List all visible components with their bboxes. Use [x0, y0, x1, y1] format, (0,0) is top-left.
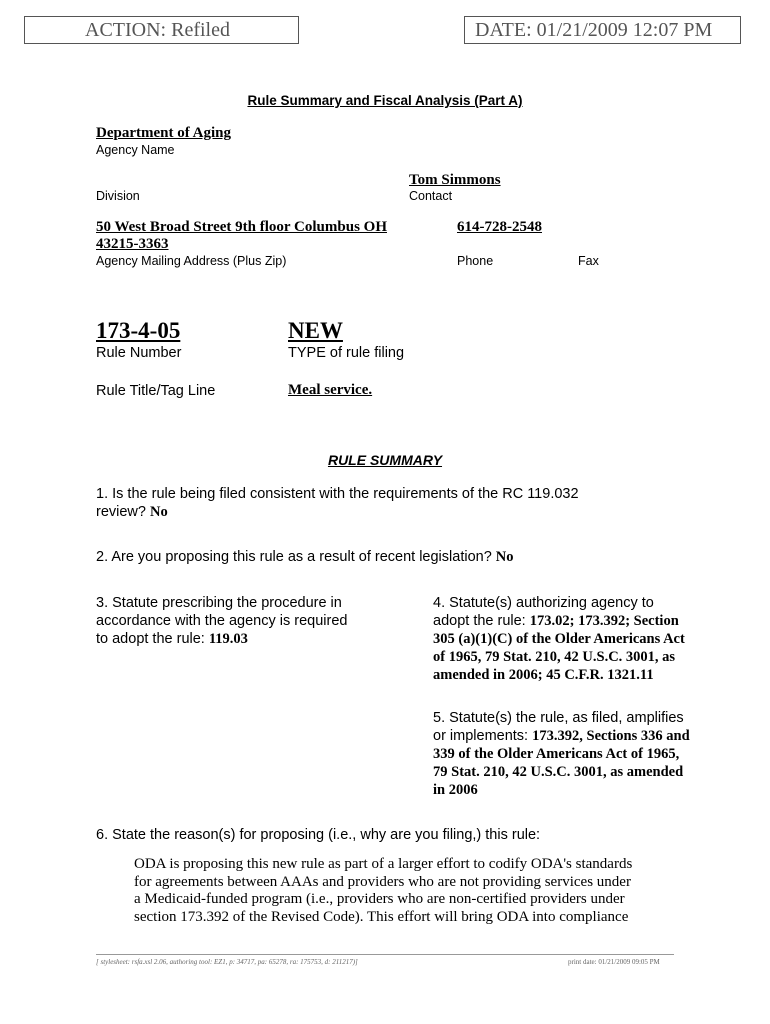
action-box	[24, 16, 299, 44]
agency-name-label: Agency Name	[96, 143, 175, 157]
address-label: Agency Mailing Address (Plus Zip)	[96, 254, 287, 268]
question-2	[96, 548, 514, 566]
action-text: ACTION: Refiled	[85, 19, 230, 41]
question-5-line2: or implements:	[433, 728, 529, 744]
question-4-line2: adopt the rule:	[433, 613, 526, 629]
fax-label: Fax	[578, 254, 599, 268]
address-line1: 50 West Broad Street 9th floor Columbus OH	[96, 219, 387, 235]
rule-title-label: Rule Title/Tag Line	[96, 383, 216, 399]
question-4-answer-line1: 173.02; 173.392; Section	[529, 613, 679, 629]
date-text: DATE: 01/21/2009 12:07 PM	[475, 19, 713, 41]
question-4	[433, 594, 685, 684]
question-6-answer-line1: ODA is proposing this new rule as part of a larger effort to codify ODA's standards	[134, 856, 633, 872]
question-1-answer: No	[150, 504, 168, 520]
footer-stylesheet-info: [ stylesheet: rsfa.xsl 2.06, authoring tool: EZ1, p: 34717, pa: 65278, ra: 175753, d: 211217)]	[96, 958, 358, 966]
question-1	[96, 485, 579, 521]
contact-label: Contact	[409, 189, 453, 203]
question-1-line1: 1. Is the rule being filed consistent with the requirements of the RC 119.032	[96, 486, 579, 502]
question-1-line2-text: review?	[96, 504, 146, 520]
rule-type-label: TYPE of rule filing	[288, 345, 405, 361]
question-4-answer-line4: amended in 2006; 45 C.F.R. 1321.11	[433, 667, 654, 683]
page-title: Rule Summary and Fiscal Analysis (Part A)	[247, 93, 523, 108]
question-5-line2-row	[433, 727, 690, 745]
question-5-line1: 5. Statute(s) the rule, as filed, amplifies	[433, 710, 684, 726]
question-5	[433, 709, 690, 799]
question-6-answer	[134, 856, 632, 926]
address-line2: 43215-3363	[96, 236, 169, 252]
question-6: 6. State the reason(s) for proposing (i.e., why are you filing,) this rule:	[96, 827, 541, 843]
rule-type: NEW	[288, 318, 343, 343]
rule-title: Meal service.	[288, 382, 373, 398]
question-4-answer-line3: of 1965, 79 Stat. 210, 42 U.S.C. 3001, as	[433, 649, 676, 665]
question-6-answer-line4: section 173.392 of the Revised Code). This effort will bring ODA into compliance	[134, 908, 629, 925]
question-2-text: 2. Are you proposing this rule as a result of recent legislation?	[96, 549, 492, 565]
footer-divider	[96, 954, 674, 955]
question-4-line2-row	[433, 612, 685, 630]
question-5-answer-line4: in 2006	[433, 782, 478, 798]
date-box	[464, 16, 741, 44]
question-3-answer: 119.03	[208, 631, 248, 647]
question-5-answer-line2: 339 of the Older Americans Act of 1965,	[433, 746, 680, 762]
rule-number: 173-4-05	[96, 318, 181, 343]
footer-print-date: print date: 01/21/2009 09:05 PM	[568, 958, 660, 966]
division-label: Division	[96, 189, 140, 203]
phone-label: Phone	[457, 254, 494, 268]
rule-number-label: Rule Number	[96, 345, 182, 361]
question-3-line1: 3. Statute prescribing the procedure in	[96, 595, 342, 611]
question-3-line3: to adopt the rule:	[96, 631, 205, 647]
question-6-answer-line3: a Medicaid-funded program (i.e., providers who are non-certified providers under	[134, 891, 625, 907]
agency-name: Department of Aging	[96, 125, 231, 141]
question-4-line1: 4. Statute(s) authorizing agency to	[433, 595, 654, 611]
question-3-line3-row	[96, 630, 347, 648]
question-3	[96, 594, 347, 648]
contact-name: Tom Simmons	[409, 172, 501, 188]
question-4-answer-line2: 305 (a)(1)(C) of the Older Americans Act	[433, 631, 685, 647]
rule-summary-heading: RULE SUMMARY	[327, 452, 443, 468]
question-5-answer-line1: 173.392, Sections 336 and	[532, 728, 690, 744]
question-1-line2	[96, 503, 579, 521]
question-5-answer-line3: 79 Stat. 210, 42 U.S.C. 3001, as amended	[433, 764, 684, 780]
question-3-line2: accordance with the agency is required	[96, 613, 348, 629]
question-2-answer: No	[495, 549, 514, 565]
question-6-answer-line2: for agreements between AAAs and providers who are not providing services under	[134, 873, 631, 890]
phone-value: 614-728-2548	[457, 219, 542, 235]
